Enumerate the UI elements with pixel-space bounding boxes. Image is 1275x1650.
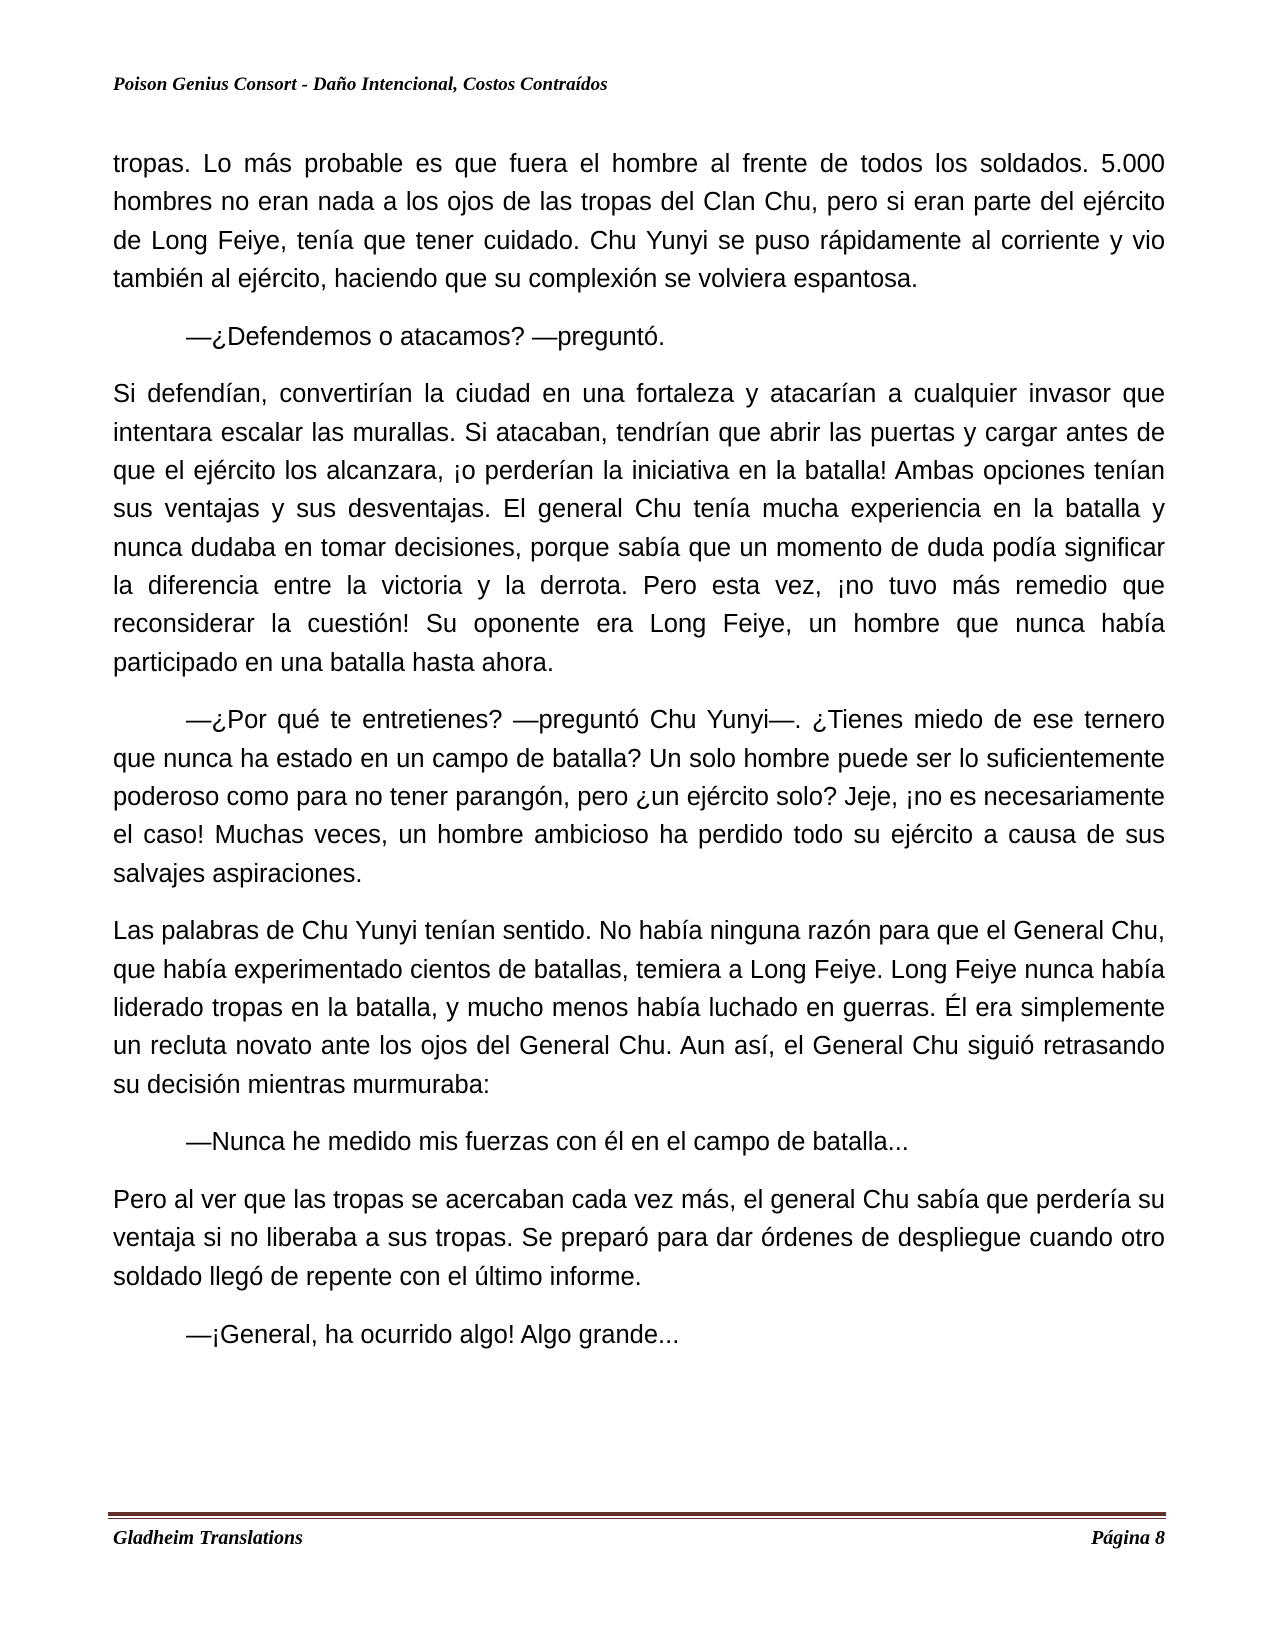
footer-publisher: Gladheim Translations [113, 1527, 303, 1549]
footer-rule [108, 1512, 1166, 1516]
dialogue-paragraph: —¿Defendemos o atacamos? —preguntó. [186, 322, 666, 351]
body-text [113, 145, 1165, 1373]
dialogue-paragraph: —¡General, ha ocurrido algo! Algo grande... [186, 1320, 680, 1349]
page-number: Página 8 [1091, 1527, 1165, 1549]
paragraph: Si defendían, convertirían la ciudad en una fortaleza y atacarían a cualquier invasor que intentara escalar las murallas. Si atacaban, tendrían que abrir las puertas y cargar antes de que el ejército los alcanzara, ¡o perderían la iniciativa en la batalla! Ambas opciones tenían sus ventajas y sus desventajas. El general Chu tenía mucha experiencia en la batalla y nunca dudaba en tomar decisiones, porque sabía que un momento de duda podía significar la diferencia entre la victoria y la derrota. Pero esta vez, ¡no tuvo más remedio que reconsiderar la cuestión! Su oponente era Long Feiye, un hombre que nunca había participado en una batalla hasta ahora. [113, 380, 1165, 677]
paragraph: Pero al ver que las tropas se acercaban cada vez más, el general Chu sabía que perdería su ventaja si no liberaba a sus tropas. Se preparó para dar órdenes de despliegue cuando otro soldado llegó de repente con el último informe. [113, 1186, 1165, 1291]
paragraph: Las palabras de Chu Yunyi tenían sentido. No había ninguna razón para que el General Chu, que había experimentado cientos de batallas, temiera a Long Feiye. Long Feiye nunca había liderado tropas en la batalla, y mucho menos había luchado en guerras. Él era simplemente un recluta novato ante los ojos del General Chu. Aun así, el General Chu siguió retrasando su decisión mientras murmuraba: [113, 917, 1165, 1099]
dialogue-paragraph: —¿Por qué te entretienes? —preguntó Chu Yunyi—. ¿Tienes miedo de ese ternero que nunca ha estado en un campo de batalla? Un solo hombre puede ser lo suficientemente poderoso como para no tener parangón, pero ¿un ejército solo? Jeje, ¡no es necesariamente el caso! Muchas veces, un hombre ambicioso ha perdido todo su ejército a causa de sus salvajes aspiraciones. [113, 706, 1165, 888]
running-header: Poison Genius Consort - Daño Intencional, Costos Contraídos [113, 74, 608, 95]
dialogue-paragraph: —Nunca he medido mis fuerzas con él en el campo de batalla... [186, 1128, 909, 1157]
footer-rule-thin [108, 1518, 1166, 1519]
paragraph: tropas. Lo más probable es que fuera el hombre al frente de todos los soldados. 5.000 hombres no eran nada a los ojos de las tropas del Clan Chu, pero si eran parte del ejército de Long Feiye, tenía que tener cuidado. Chu Yunyi se puso rápidamente al corriente y vio también al ejército, haciendo que su complexión se volviera espantosa. [113, 150, 1165, 293]
